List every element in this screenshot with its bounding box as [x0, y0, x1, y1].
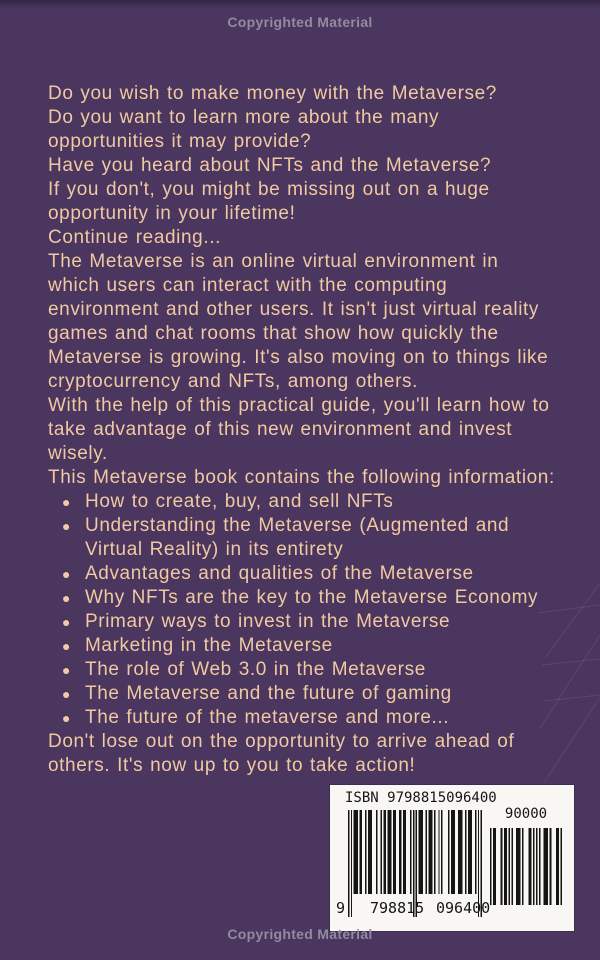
- ean5-addon-barcode: [490, 828, 562, 905]
- bullet-item-label: The role of Web 3.0 in the Metaverse: [85, 659, 426, 680]
- back-cover-blurb: [48, 82, 556, 778]
- cover-paragraph: If you don't, you might be missing out on a huge opportunity in your lifetime!: [48, 179, 490, 224]
- bullet-item: [48, 682, 556, 706]
- ean13-first-digit: 9: [336, 899, 346, 917]
- isbn-barcode-panel: [330, 785, 574, 931]
- bullet-dot-icon: ●: [62, 662, 72, 678]
- bullet-dot-icon: ●: [62, 590, 72, 606]
- bullet-item-label: The Metaverse and the future of gaming: [85, 683, 452, 704]
- ean13-left-group: 798815: [370, 899, 425, 917]
- bullet-item: [48, 658, 556, 682]
- bullet-item-label: Primary ways to invest in the Metaverse: [85, 611, 451, 632]
- cover-paragraph: Do you want to learn more about the many opportunities it may provide?: [48, 107, 440, 152]
- cover-paragraph: The Metaverse is an online virtual environment in which users can interact with the computing environment and other users. It isn't just virtual reality games and chat rooms that show how quickly the Metaverse is growing. It's also moving on to things like cryptocurrency and NFTs, among others.: [48, 251, 549, 392]
- cover-paragraph: With the help of this practical guide, you'll learn how to take advantage of this new environment and invest wisely.: [48, 395, 550, 464]
- copyright-watermark-top: Copyrighted Material: [227, 14, 373, 30]
- bullet-dot-icon: ●: [62, 686, 72, 702]
- bullet-item: [48, 514, 556, 562]
- bullet-item: [48, 562, 556, 586]
- cover-paragraph: Continue reading...: [48, 227, 221, 248]
- bullet-item-label: Advantages and qualities of the Metaverse: [85, 563, 474, 584]
- cover-closing-paragraph: Don't lose out on the opportunity to arrive ahead of others. It's now up to you to take action!: [48, 731, 515, 776]
- bullet-item-label: Marketing in the Metaverse: [85, 635, 333, 656]
- bullet-item-label: Why NFTs are the key to the Metaverse Economy: [85, 587, 539, 608]
- bullet-dot-icon: ●: [62, 638, 72, 654]
- bullet-item: [48, 706, 556, 730]
- isbn-number-label: ISBN 9798815096400: [345, 790, 497, 806]
- bullet-item: [48, 610, 556, 634]
- bullet-item: [48, 634, 556, 658]
- feature-bullet-list: [48, 490, 556, 730]
- ean13-right-group: 096400: [436, 899, 491, 917]
- cover-paragraph: This Metaverse book contains the following information:: [48, 467, 555, 488]
- addon-price-code-label: 90000: [504, 806, 548, 822]
- copyright-watermark-bottom: Copyrighted Material: [227, 926, 373, 942]
- ean13-digits-row: [330, 899, 500, 917]
- cover-paragraph: Have you heard about NFTs and the Metaverse?: [48, 155, 492, 176]
- bullet-dot-icon: ●: [62, 710, 72, 726]
- bullet-item-label: How to create, buy, and sell NFTs: [85, 491, 394, 512]
- bullet-item: [48, 490, 556, 514]
- bullet-item-label: Understanding the Metaverse (Augmented and Virtual Reality) in its entirety: [85, 515, 510, 560]
- bullet-item-label: The future of the metaverse and more...: [85, 707, 450, 728]
- bullet-dot-icon: ●: [62, 566, 72, 582]
- cover-paragraph: Do you wish to make money with the Metaverse?: [48, 83, 497, 104]
- bullet-dot-icon: ●: [62, 518, 72, 534]
- bullet-dot-icon: ●: [62, 614, 72, 630]
- bullet-item: [48, 586, 556, 610]
- bullet-dot-icon: ●: [62, 494, 72, 510]
